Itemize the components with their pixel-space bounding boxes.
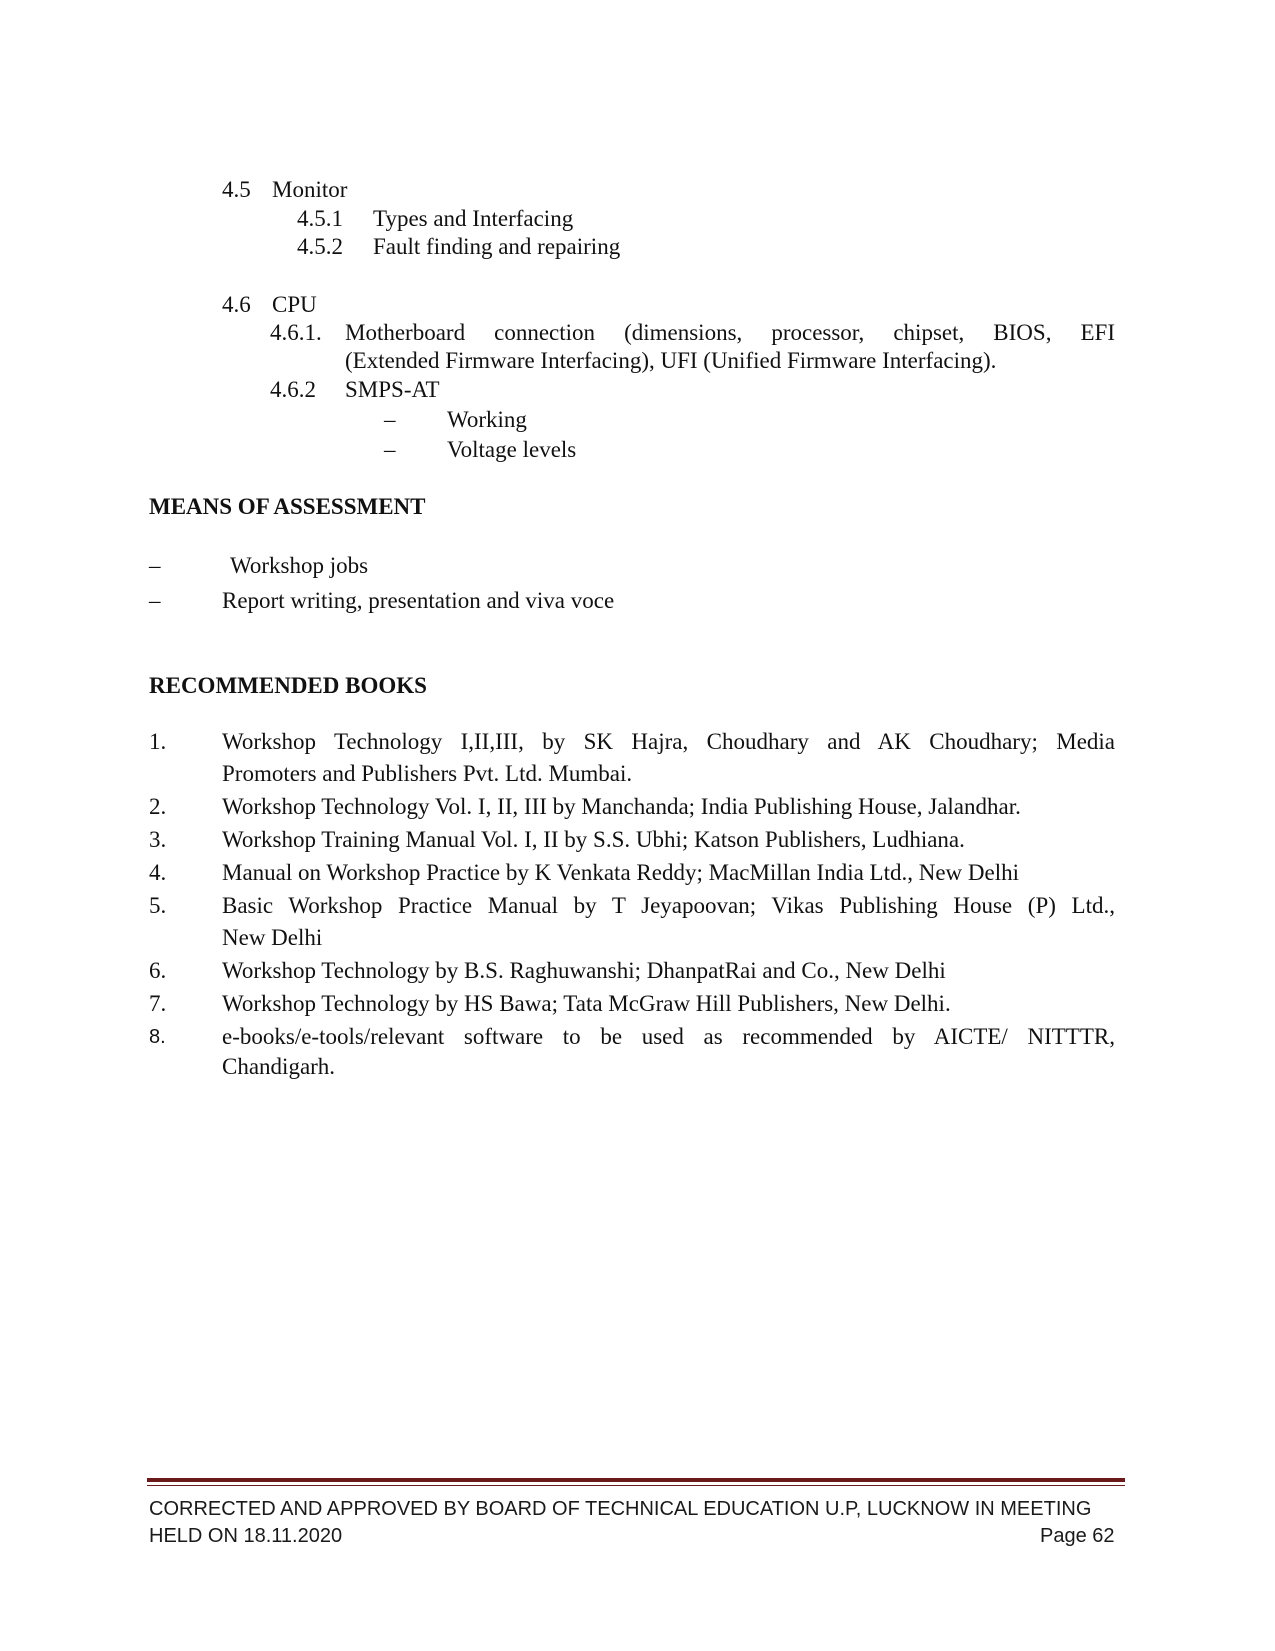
subsection-text-4-6-2: SMPS-AT <box>345 377 440 402</box>
book-entry-6: Workshop Technology by B.S. Raghuwanshi; DhanpatRai and Co., New Delhi <box>222 958 946 983</box>
subsection-text-4-6-1-line2: (Extended Firmware Interfacing), UFI (Unified Firmware Interfacing). <box>345 348 997 373</box>
smps-item-working: Working <box>447 407 527 432</box>
bullet-dash: – <box>149 588 161 613</box>
book-number: 8. <box>149 1026 166 1048</box>
smps-item-voltage-levels: Voltage levels <box>447 437 577 462</box>
book-entry-8-line2: Chandigarh. <box>222 1054 336 1079</box>
book-entry-2: Workshop Technology Vol. I, II, III by Manchanda; India Publishing House, Jalandhar. <box>222 794 1021 819</box>
page-number: Page 62 <box>1040 1525 1115 1547</box>
book-entry-7: Workshop Technology by HS Bawa; Tata McGraw Hill Publishers, New Delhi. <box>222 991 951 1016</box>
book-entry-8-line1: e-books/e-tools/relevant software to be used as recommended by AICTE/ NITTTR, <box>222 1024 1115 1049</box>
book-number: 1. <box>149 729 167 754</box>
section-title-cpu: CPU <box>272 292 317 317</box>
subsection-text-4-6-1-line1: Motherboard connection (dimensions, processor, chipset, BIOS, EFI <box>345 320 1115 345</box>
assessment-item-report-writing: Report writing, presentation and viva voce <box>222 588 615 613</box>
book-entry-5-line1: Basic Workshop Practice Manual by T Jeyapoovan; Vikas Publishing House (P) Ltd., <box>222 893 1115 918</box>
books-heading: RECOMMENDED BOOKS <box>149 673 427 698</box>
subsection-number-4-5-2: 4.5.2 <box>297 234 343 259</box>
bullet-dash: – <box>384 437 396 462</box>
assessment-item-workshop-jobs: Workshop jobs <box>230 553 369 578</box>
book-number: 3. <box>149 827 167 852</box>
book-number: 4. <box>149 860 167 885</box>
subsection-number-4-6-2: 4.6.2 <box>270 377 316 402</box>
bullet-dash: – <box>384 407 396 432</box>
book-entry-1-line2: Promoters and Publishers Pvt. Ltd. Mumbai. <box>222 761 633 786</box>
footer-divider <box>147 1478 1125 1486</box>
book-number: 2. <box>149 794 167 819</box>
section-title-monitor: Monitor <box>272 177 348 202</box>
subsection-text-4-5-1: Types and Interfacing <box>373 206 574 231</box>
book-number: 6. <box>149 958 167 983</box>
footer-approval-line2: HELD ON 18.11.2020 <box>149 1525 343 1547</box>
book-number: 5. <box>149 893 167 918</box>
footer-approval-line1: CORRECTED AND APPROVED BY BOARD OF TECHNICAL EDUCATION U.P, LUCKNOW IN MEETING <box>149 1498 1092 1520</box>
subsection-text-4-5-2: Fault finding and repairing <box>373 234 621 259</box>
book-entry-5-line2: New Delhi <box>222 925 323 950</box>
book-entry-4: Manual on Workshop Practice by K Venkata Reddy; MacMillan India Ltd., New Delhi <box>222 860 1020 885</box>
section-number-4-6: 4.6 <box>222 292 251 317</box>
book-number: 7. <box>149 991 167 1016</box>
assessment-heading: MEANS OF ASSESSMENT <box>149 494 426 519</box>
book-entry-1-line1: Workshop Technology I,II,III, by SK Hajra, Choudhary and AK Choudhary; Media <box>222 729 1115 754</box>
book-entry-3: Workshop Training Manual Vol. I, II by S.S. Ubhi; Katson Publishers, Ludhiana. <box>222 827 965 852</box>
subsection-number-4-6-1: 4.6.1. <box>270 320 322 345</box>
section-number-4-5: 4.5 <box>222 177 251 202</box>
subsection-number-4-5-1: 4.5.1 <box>297 206 343 231</box>
bullet-dash: – <box>149 553 161 578</box>
